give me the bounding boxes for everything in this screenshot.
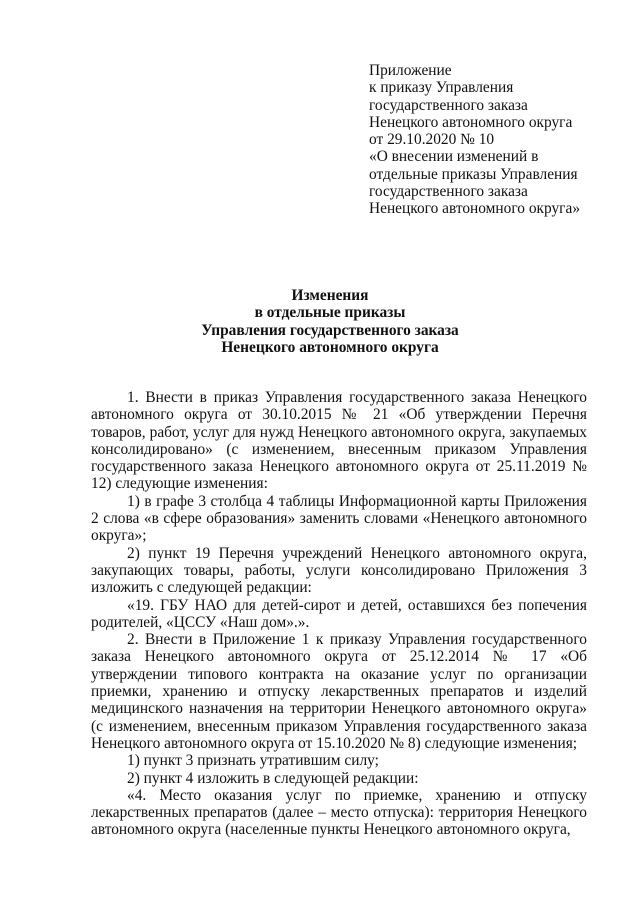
appendix-line: государственного заказа (369, 96, 528, 114)
paragraph-item-2: 2. Внести в Приложение 1 к приказу Управления государственного заказа Ненецкого автономного округа от 25.12.2014 № 17 «Об утверждении типового контракта на оказание услуг по организации приемки, хранению и отпуску лекарственных препаратов и изделий медицинского назначения на территории Ненецкого автономного округа» (с изменением, внесенным приказом Управления государственного заказа Ненецкого автономного округа от 15.10.2020 № 8) следующие изменения; (91, 631, 587, 752)
appendix-line: отдельные приказы Управления (369, 165, 578, 183)
paragraph-subitem-1-1: 1) в графе 3 столбца 4 таблицы Информационной карты Приложения 2 слова «в сфере образования» заменить словами «Ненецкого автономного округа»; (91, 492, 587, 545)
appendix-line: к приказу Управления (369, 79, 514, 97)
paragraph-subitem-2-1: 1) пункт 3 признать утратившим силу; (127, 752, 379, 770)
paragraph-quote-4: «4. Место оказания услуг по приемке, хранению и отпуску лекарственных препаратов (далее – место отпуска): территория Ненецкого автономного округа (населенные пункты Ненецкого автономного округа, (91, 786, 587, 839)
appendix-line: Ненецкого автономного округа (369, 113, 573, 131)
paragraph-item-1: 1. Внести в приказ Управления государственного заказа Ненецкого автономного округа от 30.10.2015 № 21 «Об утверждении Перечня товаров, работ, услуг для нужд Ненецкого автономного округа, закупаемых консолидировано» (с изменением, внесенным приказом Управления государственного заказа Ненецкого автономного округа от 25.11.2019 № 12) следующие изменения: (91, 389, 587, 493)
appendix-line: государственного заказа (369, 183, 528, 201)
appendix-line: от 29.10.2020 № 10 (369, 131, 495, 149)
appendix-line: «О внесении изменений в (369, 148, 539, 166)
title-line: в отдельные приказы (254, 304, 406, 322)
paragraph-subitem-1-2: 2) пункт 19 Перечня учреждений Ненецкого автономного округа, закупающих товары, работы, услуги консолидировано Приложения 3 изложить с следующей редакции: (91, 544, 587, 597)
paragraph-subitem-2-2: 2) пункт 4 изложить в следующей редакции: (127, 769, 419, 787)
title-line: Ненецкого автономного округа (221, 338, 439, 356)
document-body (91, 389, 587, 839)
title-line: Управления государственного заказа (201, 321, 459, 339)
paragraph-quote-19: «19. ГБУ НАО для детей-сирот и детей, оставшихся без попечения родителей, «ЦССУ «Наш дом».». (91, 596, 587, 631)
appendix-line: Ненецкого автономного округа» (369, 200, 581, 218)
title-line: Изменения (291, 287, 369, 304)
appendix-note (369, 62, 629, 218)
appendix-line: Приложение (369, 62, 452, 79)
document-title (60, 287, 600, 356)
